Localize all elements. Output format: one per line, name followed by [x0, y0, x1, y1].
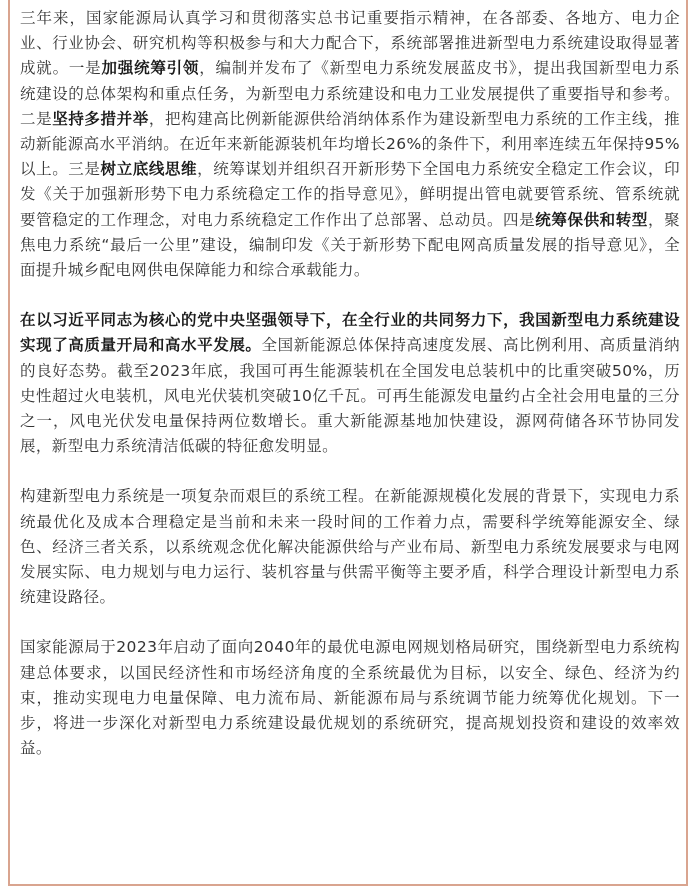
bold-phrase: 树立底线思维 — [100, 160, 198, 179]
paragraph-text: ，把构建高比例新能源供给消纳体系作为建设新型电力系统的工作主线，推动新能源高水平消纳。在近年来新能源装机年均增长26%的条件下，利用率连续五年保持95%以上。三是 — [20, 109, 681, 179]
paragraph-text: 全国新能源总体保持高速度发展、高比例利用、高质量消纳的良好态势。截至2023年底，我国可再生能源装机在全国发电总装机中的比重突破50%，历史性超过火电装机，风电光伏装机突破10亿千瓦。可再生能源发电量约占全社会用电量的三分之一，风电光伏发电量保持两位数增长。重大新能源基地加快建设，源网荷储各环节协同发展，新型电力系统清洁低碳的特征愈发明显。 — [20, 336, 680, 456]
paragraph-text: ，统筹谋划并组织召开新形势下全国电力系统安全稳定工作会议，印发《关于加强新形势下电力系统稳定工作的指导意见》，鲜明提出管电就要管系统、管系统就要管稳定的工作理念，对电力系统稳定工作作出了总部署、总动员。四是 — [20, 160, 680, 229]
article-body — [20, 6, 680, 786]
bold-phrase: 统筹保供和转型 — [535, 210, 648, 229]
paragraph-development — [20, 308, 680, 459]
bold-lead-sentence: 在以习近平同志为核心的党中央坚强领导下，在全行业的共同努力下，我国新型电力系统建设实现了高质量开局和高水平发展。 — [20, 311, 680, 355]
paragraph-system-engineering: 构建新型电力系统是一项复杂而艰巨的系统工程。在新能源规模化发展的背景下，实现电力系统最优化及成本合理稳定是当前和未来一段时间的工作着力点，需要科学统筹能源安全、绿色、经济三者关系，以系统观念优化解决能源供给与产业布局、新型电力系统发展要求与电网发展实际、电力规划与电力运行、装机容量与供需平衡等主要矛盾，科学合理设计新型电力系统建设路径。 — [20, 487, 680, 607]
paragraph-text: ，聚焦电力系统“最后一公里”建设，编制印发《关于新形势下配电网高质量发展的指导意见》，全面提升城乡配电网供电保障能力和综合承载能力。 — [20, 210, 680, 280]
paragraph-planning-research: 国家能源局于2023年启动了面向2040年的最优电源电网规划格局研究，围绕新型电力系统构建总体要求，以国民经济性和市场经济角度的全系统最优为目标，以安全、绿色、经济为约束，推动实现电力电量保障、电力流布局、新能源布局与系统调节能力统筹优化规划。下一步，将进一步深化对新型电力系统建设最优规划的系统研究，提高规划投资和建设的效率效益。 — [20, 638, 680, 758]
paragraph-text: ，编制并发布了《新型电力系统发展蓝皮书》，提出我国新型电力系统建设的总体架构和重点任务，为新型电力系统建设和电力工业发展提供了重要指导和参考。二是 — [20, 59, 680, 128]
paragraph-achievements — [20, 6, 680, 283]
paragraph-text: 三年来，国家能源局认真学习和贯彻落实总书记重要指示精神，在各部委、各地方、电力企业、行业协会、研究机构等积极参与和大力配合下，系统部署推进新型电力系统建设取得显著成就。一是 — [20, 9, 680, 78]
bold-phrase: 加强统筹引领 — [101, 59, 200, 78]
bold-phrase: 坚持多措并举 — [52, 109, 149, 128]
